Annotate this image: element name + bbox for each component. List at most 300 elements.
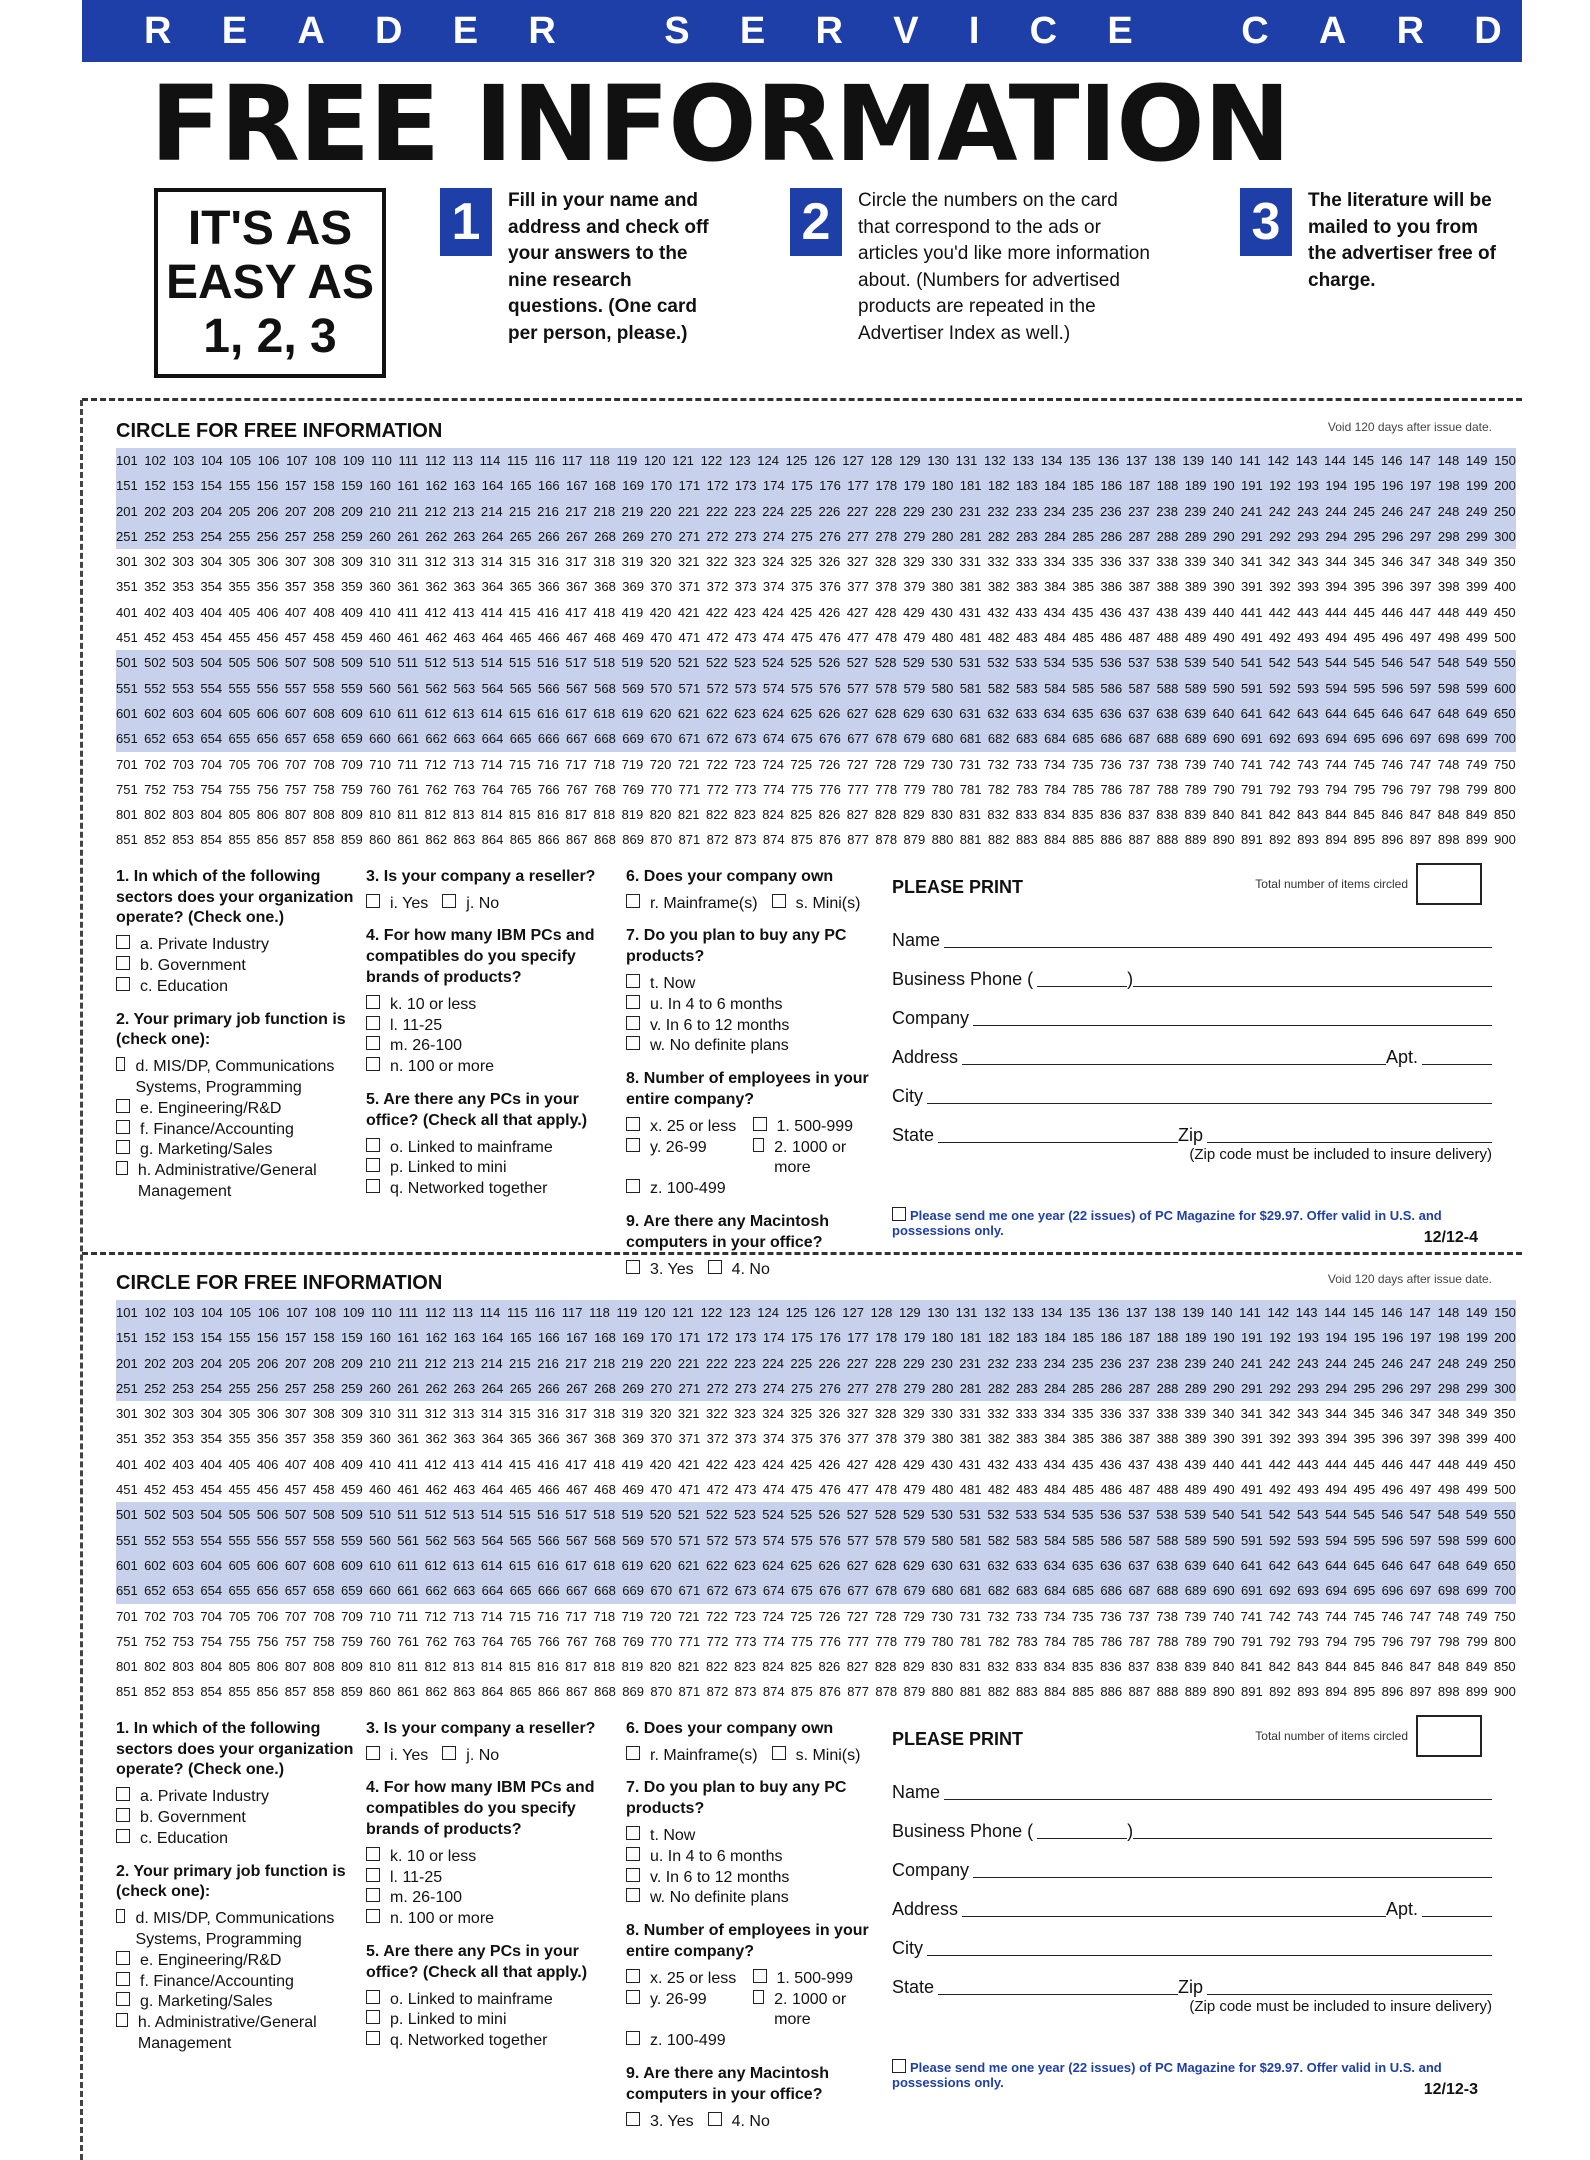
circle-number[interactable]: 116 <box>534 1305 556 1320</box>
circle-number[interactable]: 212 <box>424 503 447 519</box>
circle-number[interactable]: 895 <box>1353 832 1376 848</box>
circle-number[interactable]: 237 <box>1128 1355 1150 1371</box>
circle-number[interactable]: 712 <box>424 756 447 772</box>
circle-number[interactable]: 739 <box>1184 756 1207 772</box>
circle-number[interactable]: 504 <box>200 655 223 671</box>
circle-number[interactable]: 262 <box>425 1380 448 1396</box>
circle-number[interactable]: 168 <box>594 478 616 494</box>
circle-number[interactable]: 584 <box>1044 680 1066 696</box>
circle-number[interactable]: 863 <box>453 832 476 848</box>
circle-number[interactable]: 406 <box>256 1456 279 1472</box>
circle-number[interactable]: 252 <box>144 528 166 544</box>
circle-number[interactable]: 574 <box>762 680 785 696</box>
circle-number[interactable]: 452 <box>144 630 166 646</box>
circle-number[interactable]: 670 <box>650 731 673 747</box>
circle-number[interactable]: 420 <box>649 604 672 620</box>
circle-number[interactable]: 611 <box>397 705 419 721</box>
circle-number[interactable]: 186 <box>1100 478 1123 494</box>
circle-number[interactable]: 722 <box>705 756 728 772</box>
circle-number[interactable]: 558 <box>312 680 335 696</box>
circle-number[interactable]: 416 <box>537 1456 559 1472</box>
circle-number[interactable]: 479 <box>903 630 926 646</box>
circle-number[interactable]: 342 <box>1268 554 1291 570</box>
circle-number[interactable]: 132 <box>984 1305 1006 1320</box>
circle-number[interactable]: 344 <box>1325 1406 1347 1422</box>
circle-number[interactable]: 625 <box>790 705 813 721</box>
circle-number[interactable]: 619 <box>621 1557 644 1573</box>
circle-number[interactable]: 638 <box>1156 705 1178 721</box>
circle-number[interactable]: 729 <box>902 756 925 772</box>
circle-number[interactable]: 171 <box>678 478 701 494</box>
circle-number[interactable]: 492 <box>1269 1482 1291 1498</box>
circle-number[interactable]: 579 <box>903 1532 926 1548</box>
circle-number[interactable]: 198 <box>1437 478 1460 494</box>
circle-number[interactable]: 326 <box>818 554 841 570</box>
circle-number[interactable]: 785 <box>1072 1633 1094 1649</box>
circle-number[interactable]: 443 <box>1296 1456 1319 1472</box>
circle-number[interactable]: 626 <box>818 1557 841 1573</box>
circle-number[interactable]: 839 <box>1184 807 1207 823</box>
circle-number[interactable]: 303 <box>172 1406 194 1422</box>
circle-number[interactable]: 783 <box>1016 1633 1038 1649</box>
circle-number[interactable]: 612 <box>424 705 447 721</box>
circle-number[interactable]: 165 <box>509 1330 532 1346</box>
circle-number[interactable]: 704 <box>200 756 223 772</box>
checkbox-square[interactable] <box>366 1158 380 1172</box>
circle-number[interactable]: 597 <box>1409 1532 1432 1548</box>
circle-number[interactable]: 781 <box>959 781 982 797</box>
circle-number[interactable]: 490 <box>1212 630 1235 646</box>
circle-number[interactable]: 731 <box>959 1608 981 1624</box>
circle-number[interactable]: 647 <box>1409 705 1432 721</box>
circle-number[interactable]: 858 <box>312 1684 335 1700</box>
circle-number[interactable]: 752 <box>144 781 166 797</box>
circle-number[interactable]: 897 <box>1409 1684 1432 1700</box>
circle-number[interactable]: 724 <box>762 1608 784 1624</box>
circle-number[interactable]: 737 <box>1128 756 1150 772</box>
circle-number[interactable]: 449 <box>1465 604 1488 620</box>
circle-number[interactable]: 678 <box>875 1583 898 1599</box>
zip-input[interactable] <box>1207 1142 1492 1143</box>
circle-number[interactable]: 751 <box>116 781 138 797</box>
circle-number[interactable]: 486 <box>1100 630 1123 646</box>
circle-number[interactable]: 230 <box>931 503 953 519</box>
checkbox-option[interactable] <box>116 1787 366 1808</box>
circle-number[interactable]: 199 <box>1466 478 1488 494</box>
circle-number[interactable]: 502 <box>144 1507 166 1523</box>
circle-number[interactable]: 823 <box>734 807 756 823</box>
checkbox-square[interactable] <box>116 1992 130 2006</box>
circle-number[interactable]: 419 <box>621 604 644 620</box>
circle-number[interactable]: 465 <box>509 630 532 646</box>
circle-number[interactable]: 594 <box>1325 1532 1348 1548</box>
circle-number[interactable]: 200 <box>1494 478 1516 494</box>
circle-number[interactable]: 316 <box>537 554 559 570</box>
circle-number[interactable]: 155 <box>228 1330 251 1346</box>
circle-number[interactable]: 673 <box>734 731 757 747</box>
circle-number[interactable]: 532 <box>987 1507 1010 1523</box>
circle-number[interactable]: 713 <box>452 1608 475 1624</box>
circle-number[interactable]: 888 <box>1156 1684 1179 1700</box>
checkbox-square[interactable] <box>366 995 380 1009</box>
circle-number[interactable]: 115 <box>507 453 528 468</box>
circle-number[interactable]: 803 <box>172 1659 194 1675</box>
circle-number[interactable]: 325 <box>790 554 813 570</box>
circle-number[interactable]: 568 <box>594 680 616 696</box>
circle-number[interactable]: 271 <box>678 1380 701 1396</box>
checkbox-option[interactable] <box>116 977 366 998</box>
circle-number[interactable]: 767 <box>566 781 588 797</box>
circle-number[interactable]: 289 <box>1184 1380 1207 1396</box>
checkbox-option[interactable] <box>116 956 366 977</box>
circle-number[interactable]: 119 <box>616 453 638 468</box>
circle-number[interactable]: 438 <box>1156 1456 1178 1472</box>
circle-number[interactable]: 855 <box>228 832 251 848</box>
circle-number[interactable]: 646 <box>1381 705 1404 721</box>
circle-number[interactable]: 836 <box>1099 1659 1122 1675</box>
circle-number[interactable]: 178 <box>875 1330 898 1346</box>
circle-number[interactable]: 845 <box>1353 807 1375 823</box>
circle-number[interactable]: 331 <box>959 554 981 570</box>
circle-number[interactable]: 375 <box>791 1431 813 1447</box>
circle-number[interactable]: 693 <box>1297 1583 1319 1599</box>
circle-number[interactable]: 700 <box>1494 731 1516 747</box>
circle-number[interactable]: 413 <box>452 604 475 620</box>
circle-number[interactable]: 550 <box>1493 1507 1516 1523</box>
circle-number[interactable]: 753 <box>172 781 194 797</box>
circle-number[interactable]: 737 <box>1128 1608 1150 1624</box>
circle-number[interactable]: 635 <box>1071 1557 1094 1573</box>
circle-number[interactable]: 718 <box>593 1608 616 1624</box>
circle-number[interactable]: 149 <box>1465 1305 1488 1320</box>
circle-number[interactable]: 253 <box>172 528 194 544</box>
checkbox-square[interactable] <box>626 1990 640 2004</box>
circle-number[interactable]: 611 <box>397 1557 419 1573</box>
circle-number[interactable]: 549 <box>1465 655 1488 671</box>
circle-number[interactable]: 301 <box>116 1406 138 1422</box>
circle-number[interactable]: 577 <box>847 1532 869 1548</box>
circle-number[interactable]: 656 <box>256 731 279 747</box>
circle-number[interactable]: 437 <box>1128 1456 1150 1472</box>
checkbox-option[interactable] <box>442 1746 499 1767</box>
circle-number[interactable]: 296 <box>1381 528 1404 544</box>
circle-number[interactable]: 659 <box>341 731 363 747</box>
circle-number[interactable]: 685 <box>1072 731 1094 747</box>
circle-number[interactable]: 837 <box>1128 807 1150 823</box>
circle-number[interactable]: 588 <box>1156 680 1179 696</box>
circle-number[interactable]: 210 <box>369 1355 391 1371</box>
circle-number[interactable]: 351 <box>116 1431 138 1447</box>
circle-number[interactable]: 659 <box>341 1583 363 1599</box>
circle-number[interactable]: 578 <box>875 1532 898 1548</box>
checkbox-option[interactable] <box>442 894 499 915</box>
circle-number[interactable]: 565 <box>509 1532 532 1548</box>
checkbox-option[interactable] <box>626 1016 876 1037</box>
circle-number[interactable]: 723 <box>734 756 756 772</box>
circle-number[interactable]: 531 <box>959 655 981 671</box>
circle-number[interactable]: 284 <box>1044 1380 1066 1396</box>
circle-number[interactable]: 307 <box>284 1406 307 1422</box>
circle-number[interactable]: 206 <box>256 1355 279 1371</box>
circle-number[interactable]: 840 <box>1212 1659 1235 1675</box>
circle-number[interactable]: 442 <box>1268 1456 1291 1472</box>
circle-number[interactable]: 329 <box>902 1406 925 1422</box>
circle-number[interactable]: 554 <box>200 680 223 696</box>
circle-number[interactable]: 591 <box>1241 1532 1263 1548</box>
circle-number[interactable]: 147 <box>1409 453 1431 468</box>
circle-number[interactable]: 164 <box>481 1330 504 1346</box>
circle-number[interactable]: 155 <box>228 478 251 494</box>
checkbox-option[interactable] <box>366 995 616 1016</box>
circle-number[interactable]: 384 <box>1044 579 1066 595</box>
circle-number[interactable]: 290 <box>1212 1380 1235 1396</box>
circle-number[interactable]: 222 <box>705 1355 728 1371</box>
circle-number[interactable]: 817 <box>565 807 587 823</box>
circle-number[interactable]: 805 <box>228 1659 251 1675</box>
circle-number[interactable]: 149 <box>1465 453 1488 468</box>
circle-number[interactable]: 770 <box>650 1633 673 1649</box>
circle-number[interactable]: 395 <box>1353 1431 1376 1447</box>
circle-number[interactable]: 807 <box>284 807 307 823</box>
circle-number[interactable]: 258 <box>312 528 335 544</box>
circle-number[interactable]: 417 <box>565 604 587 620</box>
checkbox-option[interactable] <box>116 1992 366 2013</box>
circle-number[interactable]: 260 <box>369 528 391 544</box>
circle-number[interactable]: 419 <box>621 1456 644 1472</box>
circle-number[interactable]: 376 <box>819 579 841 595</box>
circle-number[interactable]: 347 <box>1409 1406 1432 1422</box>
circle-number[interactable]: 842 <box>1268 1659 1291 1675</box>
circle-number[interactable]: 541 <box>1240 1507 1263 1523</box>
circle-number[interactable]: 599 <box>1466 680 1488 696</box>
circle-number[interactable]: 444 <box>1325 1456 1347 1472</box>
circle-number[interactable]: 543 <box>1296 655 1319 671</box>
circle-number[interactable]: 278 <box>875 528 898 544</box>
circle-number[interactable]: 754 <box>200 781 223 797</box>
circle-number[interactable]: 239 <box>1184 503 1207 519</box>
circle-number[interactable]: 188 <box>1156 478 1179 494</box>
circle-number[interactable]: 489 <box>1184 1482 1207 1498</box>
circle-number[interactable]: 653 <box>172 731 194 747</box>
circle-number[interactable]: 152 <box>144 1330 166 1346</box>
circle-number[interactable]: 538 <box>1156 655 1178 671</box>
circle-number[interactable]: 794 <box>1325 781 1348 797</box>
circle-number[interactable]: 371 <box>678 1431 701 1447</box>
circle-number[interactable]: 425 <box>790 1456 813 1472</box>
circle-number[interactable]: 616 <box>537 705 559 721</box>
circle-number[interactable]: 503 <box>172 1507 194 1523</box>
circle-number[interactable]: 780 <box>931 1633 954 1649</box>
circle-number[interactable]: 209 <box>341 503 363 519</box>
circle-number[interactable]: 365 <box>509 1431 532 1447</box>
circle-number[interactable]: 211 <box>397 503 419 519</box>
circle-number[interactable]: 216 <box>537 1355 559 1371</box>
circle-number[interactable]: 762 <box>425 781 448 797</box>
checkbox-option[interactable] <box>366 1746 428 1767</box>
circle-number[interactable]: 294 <box>1325 1380 1348 1396</box>
circle-number[interactable]: 300 <box>1494 1380 1516 1396</box>
circle-number[interactable]: 514 <box>480 1507 503 1523</box>
circle-number[interactable]: 426 <box>818 1456 841 1472</box>
circle-number[interactable]: 181 <box>959 478 982 494</box>
circle-number[interactable]: 418 <box>593 1456 616 1472</box>
circle-number[interactable]: 861 <box>397 1684 419 1700</box>
circle-number[interactable]: 227 <box>846 1355 869 1371</box>
circle-number[interactable]: 765 <box>509 1633 532 1649</box>
circle-number[interactable]: 469 <box>622 1482 644 1498</box>
checkbox-option[interactable] <box>116 2013 366 2055</box>
checkbox-option[interactable] <box>626 995 876 1016</box>
circle-number[interactable]: 894 <box>1325 832 1348 848</box>
checkbox-option[interactable] <box>753 1990 866 2032</box>
circle-number[interactable]: 293 <box>1297 528 1319 544</box>
circle-number[interactable]: 232 <box>987 503 1010 519</box>
circle-number[interactable]: 486 <box>1100 1482 1123 1498</box>
circle-number[interactable]: 800 <box>1494 1633 1516 1649</box>
circle-number[interactable]: 818 <box>593 1659 616 1675</box>
circle-number[interactable]: 738 <box>1156 1608 1178 1624</box>
checkbox-option[interactable] <box>626 1969 739 1990</box>
circle-number[interactable]: 844 <box>1325 1659 1347 1675</box>
circle-number[interactable]: 694 <box>1325 731 1348 747</box>
circle-number[interactable]: 774 <box>762 781 785 797</box>
circle-number[interactable]: 582 <box>987 1532 1010 1548</box>
circle-number[interactable]: 574 <box>762 1532 785 1548</box>
circle-number[interactable]: 536 <box>1099 655 1122 671</box>
circle-number[interactable]: 301 <box>116 554 138 570</box>
circle-number[interactable]: 397 <box>1409 579 1432 595</box>
circle-number[interactable]: 566 <box>537 680 560 696</box>
circle-number[interactable]: 409 <box>341 604 363 620</box>
circle-number[interactable]: 707 <box>284 1608 307 1624</box>
circle-number[interactable]: 242 <box>1268 1355 1291 1371</box>
circle-number[interactable]: 836 <box>1099 807 1122 823</box>
circle-number[interactable]: 185 <box>1072 1330 1094 1346</box>
circle-number[interactable]: 678 <box>875 731 898 747</box>
circle-number[interactable]: 399 <box>1466 579 1488 595</box>
circle-number[interactable]: 693 <box>1297 731 1319 747</box>
circle-number[interactable]: 192 <box>1269 1330 1291 1346</box>
circle-number[interactable]: 682 <box>987 731 1010 747</box>
circle-number[interactable]: 389 <box>1184 579 1207 595</box>
circle-number[interactable]: 171 <box>678 1330 701 1346</box>
circle-number[interactable]: 698 <box>1437 731 1460 747</box>
circle-number[interactable]: 498 <box>1437 630 1460 646</box>
circle-number[interactable]: 123 <box>728 453 751 468</box>
circle-number[interactable]: 201 <box>116 1355 138 1371</box>
circle-number[interactable]: 835 <box>1071 807 1094 823</box>
circle-number[interactable]: 587 <box>1128 1532 1151 1548</box>
circle-number[interactable]: 449 <box>1465 1456 1488 1472</box>
checkbox-option[interactable] <box>626 1868 876 1889</box>
circle-number[interactable]: 644 <box>1325 705 1347 721</box>
circle-number[interactable]: 370 <box>650 579 673 595</box>
circle-number[interactable]: 156 <box>256 1330 279 1346</box>
circle-number[interactable]: 413 <box>452 1456 475 1472</box>
checkbox-option[interactable] <box>366 894 428 915</box>
circle-number[interactable]: 791 <box>1241 1633 1263 1649</box>
circle-number[interactable]: 808 <box>312 807 335 823</box>
circle-number[interactable]: 617 <box>565 1557 587 1573</box>
circle-number[interactable]: 734 <box>1043 1608 1066 1624</box>
circle-number[interactable]: 865 <box>509 1684 532 1700</box>
circle-number[interactable]: 600 <box>1494 680 1516 696</box>
circle-number[interactable]: 323 <box>734 1406 756 1422</box>
circle-number[interactable]: 140 <box>1210 453 1233 468</box>
circle-number[interactable]: 661 <box>397 1583 419 1599</box>
circle-number[interactable]: 518 <box>593 1507 616 1523</box>
circle-number[interactable]: 455 <box>228 630 251 646</box>
circle-number[interactable]: 336 <box>1099 554 1122 570</box>
circle-number[interactable]: 492 <box>1269 630 1291 646</box>
circle-number[interactable]: 755 <box>228 1633 251 1649</box>
circle-number[interactable]: 158 <box>312 1330 335 1346</box>
circle-number[interactable]: 429 <box>902 604 925 620</box>
circle-number[interactable]: 333 <box>1015 1406 1038 1422</box>
circle-number[interactable]: 271 <box>678 528 701 544</box>
checkbox-option[interactable] <box>366 1909 616 1930</box>
checkbox-option[interactable] <box>116 1972 366 1993</box>
circle-number[interactable]: 702 <box>144 1608 166 1624</box>
circle-number[interactable]: 853 <box>172 832 194 848</box>
circle-number[interactable]: 226 <box>818 503 841 519</box>
circle-number[interactable]: 240 <box>1212 503 1235 519</box>
circle-number[interactable]: 763 <box>453 781 476 797</box>
circle-number[interactable]: 112 <box>424 1305 446 1320</box>
circle-number[interactable]: 640 <box>1212 705 1235 721</box>
circle-number[interactable]: 780 <box>931 781 954 797</box>
circle-number[interactable]: 302 <box>144 1406 166 1422</box>
circle-number[interactable]: 180 <box>931 478 954 494</box>
circle-number[interactable]: 648 <box>1437 705 1460 721</box>
circle-number[interactable]: 725 <box>790 756 813 772</box>
circle-number[interactable]: 222 <box>705 503 728 519</box>
phone-area-input[interactable] <box>1037 986 1127 987</box>
circle-number[interactable]: 666 <box>537 1583 560 1599</box>
circle-number[interactable]: 652 <box>144 1583 166 1599</box>
circle-number[interactable]: 688 <box>1156 731 1179 747</box>
circle-number[interactable]: 618 <box>593 705 616 721</box>
circle-number[interactable]: 575 <box>791 680 813 696</box>
circle-number[interactable]: 353 <box>172 1431 194 1447</box>
circle-number[interactable]: 680 <box>931 731 954 747</box>
subscription-offer[interactable] <box>892 2059 1452 2090</box>
circle-number[interactable]: 701 <box>116 756 138 772</box>
circle-number[interactable]: 153 <box>172 478 194 494</box>
checkbox-square[interactable] <box>116 1099 130 1113</box>
circle-number[interactable]: 612 <box>424 1557 447 1573</box>
circle-number[interactable]: 823 <box>734 1659 756 1675</box>
checkbox-option[interactable] <box>366 2010 616 2031</box>
circle-number[interactable]: 373 <box>734 579 757 595</box>
circle-number[interactable]: 679 <box>903 731 926 747</box>
circle-number[interactable]: 281 <box>959 528 982 544</box>
circle-number[interactable]: 250 <box>1493 503 1516 519</box>
circle-number[interactable]: 126 <box>813 453 836 468</box>
circle-number[interactable]: 340 <box>1212 1406 1235 1422</box>
circle-number[interactable]: 258 <box>312 1380 335 1396</box>
circle-number[interactable]: 350 <box>1493 554 1516 570</box>
circle-number[interactable]: 111 <box>398 1305 419 1320</box>
checkbox-option[interactable] <box>626 1847 876 1868</box>
circle-number[interactable]: 866 <box>537 1684 560 1700</box>
circle-number[interactable]: 410 <box>369 604 391 620</box>
circle-number[interactable]: 757 <box>284 1633 307 1649</box>
circle-number[interactable]: 355 <box>228 579 251 595</box>
checkbox-square[interactable] <box>626 1868 640 1882</box>
circle-number[interactable]: 472 <box>706 630 729 646</box>
circle-number[interactable]: 473 <box>734 1482 757 1498</box>
